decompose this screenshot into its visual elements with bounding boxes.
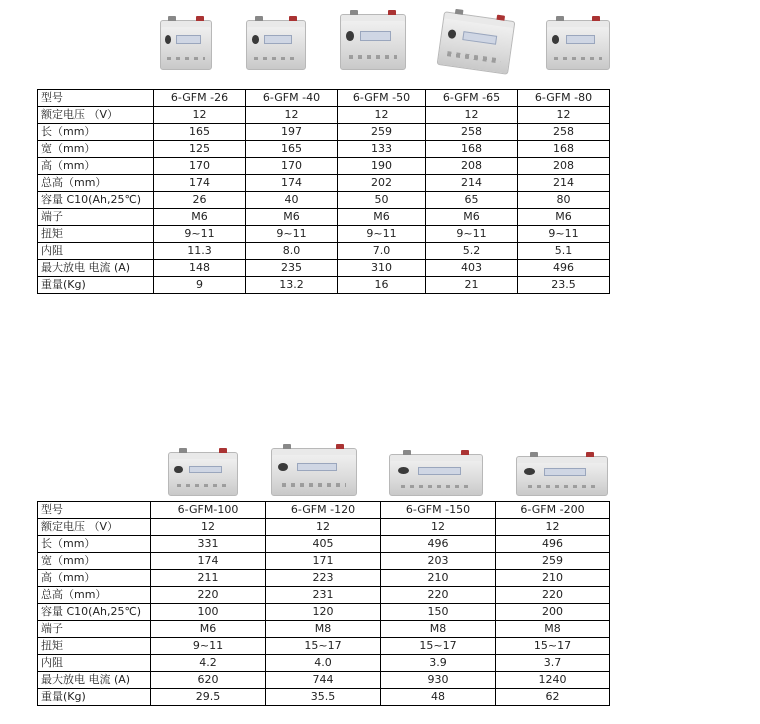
row-label-cell: 重量(Kg) [38, 689, 151, 706]
value-cell: 13.2 [246, 277, 338, 294]
value-cell: 12 [496, 519, 610, 536]
header-model-cell: 6-GFM -50 [338, 90, 426, 107]
value-cell: M6 [518, 209, 610, 226]
value-cell: 12 [426, 107, 518, 124]
value-cell: 120 [266, 604, 381, 621]
value-cell: 744 [266, 672, 381, 689]
value-cell: 171 [266, 553, 381, 570]
table-row [38, 124, 610, 141]
value-cell: 168 [426, 141, 518, 158]
value-cell: 9~11 [426, 226, 518, 243]
value-cell: 258 [426, 124, 518, 141]
value-cell: 200 [496, 604, 610, 621]
value-cell: 62 [496, 689, 610, 706]
table-row [38, 226, 610, 243]
value-cell: 3.9 [381, 655, 496, 672]
battery-image-6gfm-65 [437, 11, 516, 74]
value-cell: 210 [381, 570, 496, 587]
table-row [38, 158, 610, 175]
value-cell: 4.0 [266, 655, 381, 672]
value-cell: M6 [338, 209, 426, 226]
value-cell: 174 [246, 175, 338, 192]
value-cell: 168 [518, 141, 610, 158]
spec-table-top [37, 89, 610, 294]
value-cell: 3.7 [496, 655, 610, 672]
value-cell: 12 [246, 107, 338, 124]
value-cell: 21 [426, 277, 518, 294]
value-cell: 65 [426, 192, 518, 209]
value-cell: 9~11 [151, 638, 266, 655]
value-cell: 197 [246, 124, 338, 141]
table-row [38, 243, 610, 260]
value-cell: 12 [518, 107, 610, 124]
value-cell: 11.3 [154, 243, 246, 260]
value-cell: 231 [266, 587, 381, 604]
value-cell: 5.2 [426, 243, 518, 260]
value-cell: M6 [151, 621, 266, 638]
value-cell: 9~11 [154, 226, 246, 243]
row-label-cell: 额定电压 （V） [38, 107, 154, 124]
table-row [38, 209, 610, 226]
table-row [38, 536, 610, 553]
value-cell: 9~11 [246, 226, 338, 243]
table-row [38, 655, 610, 672]
value-cell: 220 [151, 587, 266, 604]
row-label-cell: 扭矩 [38, 226, 154, 243]
header-model-cell: 6-GFM -65 [426, 90, 518, 107]
value-cell: 203 [381, 553, 496, 570]
battery-image-6gfm-120 [271, 448, 357, 496]
battery-image-6gfm-50 [340, 14, 406, 70]
value-cell: 9 [154, 277, 246, 294]
battery-image-6gfm-100 [168, 452, 238, 496]
value-cell: 190 [338, 158, 426, 175]
table-row [38, 260, 610, 277]
value-cell: 48 [381, 689, 496, 706]
table-row [38, 277, 610, 294]
value-cell: 12 [154, 107, 246, 124]
table-row [38, 570, 610, 587]
value-cell: 9~11 [338, 226, 426, 243]
value-cell: 8.0 [246, 243, 338, 260]
value-cell: 259 [496, 553, 610, 570]
table-header-row [38, 90, 610, 107]
value-cell: 259 [338, 124, 426, 141]
value-cell: 26 [154, 192, 246, 209]
value-cell: 235 [246, 260, 338, 277]
value-cell: 496 [381, 536, 496, 553]
header-model-cell: 6-GFM -150 [381, 502, 496, 519]
table-row [38, 689, 610, 706]
value-cell: 148 [154, 260, 246, 277]
row-label-cell: 额定电压 （V） [38, 519, 151, 536]
battery-image-6gfm-80 [546, 20, 610, 70]
value-cell: 29.5 [151, 689, 266, 706]
table-row [38, 604, 610, 621]
row-label-cell: 长（mm） [38, 536, 151, 553]
row-label-cell: 容量 C10(Ah,25℃) [38, 604, 151, 621]
value-cell: 174 [154, 175, 246, 192]
row-label-cell: 内阻 [38, 655, 151, 672]
row-label-cell: 重量(Kg) [38, 277, 154, 294]
value-cell: 405 [266, 536, 381, 553]
value-cell: 5.1 [518, 243, 610, 260]
row-label-cell: 总高（mm） [38, 587, 151, 604]
header-model-cell: 6-GFM -40 [246, 90, 338, 107]
table-row [38, 519, 610, 536]
value-cell: 16 [338, 277, 426, 294]
value-cell: 930 [381, 672, 496, 689]
value-cell: 12 [266, 519, 381, 536]
value-cell: M8 [496, 621, 610, 638]
row-label-cell: 最大放电 电流 (A) [38, 672, 151, 689]
value-cell: 174 [151, 553, 266, 570]
value-cell: 133 [338, 141, 426, 158]
value-cell: 12 [151, 519, 266, 536]
row-label-cell: 宽（mm） [38, 141, 154, 158]
table-row [38, 553, 610, 570]
value-cell: 170 [246, 158, 338, 175]
value-cell: 15~17 [496, 638, 610, 655]
value-cell: 310 [338, 260, 426, 277]
row-label-cell: 总高（mm） [38, 175, 154, 192]
table-header-row [38, 502, 610, 519]
table-row [38, 175, 610, 192]
battery-image-6gfm-150 [389, 454, 483, 496]
value-cell: 496 [518, 260, 610, 277]
value-cell: M6 [246, 209, 338, 226]
value-cell: 220 [496, 587, 610, 604]
value-cell: 40 [246, 192, 338, 209]
value-cell: M6 [154, 209, 246, 226]
table-row [38, 672, 610, 689]
header-model-cell: 6-GFM -200 [496, 502, 610, 519]
table-row [38, 192, 610, 209]
value-cell: 220 [381, 587, 496, 604]
value-cell: 210 [496, 570, 610, 587]
value-cell: 620 [151, 672, 266, 689]
value-cell: 35.5 [266, 689, 381, 706]
row-label-cell: 容量 C10(Ah,25℃) [38, 192, 154, 209]
table-row [38, 107, 610, 124]
value-cell: 496 [496, 536, 610, 553]
battery-photos-bottom [168, 426, 608, 496]
value-cell: 258 [518, 124, 610, 141]
row-label-cell: 端子 [38, 209, 154, 226]
value-cell: 15~17 [381, 638, 496, 655]
battery-photos-top [160, 4, 610, 70]
value-cell: 208 [518, 158, 610, 175]
header-label-cell: 型号 [38, 90, 154, 107]
table-row [38, 587, 610, 604]
row-label-cell: 高（mm） [38, 158, 154, 175]
table-row [38, 638, 610, 655]
battery-image-6gfm-200 [516, 456, 608, 496]
header-model-cell: 6-GFM -80 [518, 90, 610, 107]
value-cell: 80 [518, 192, 610, 209]
value-cell: 150 [381, 604, 496, 621]
value-cell: 165 [246, 141, 338, 158]
row-label-cell: 内阻 [38, 243, 154, 260]
header-model-cell: 6-GFM -120 [266, 502, 381, 519]
row-label-cell: 高（mm） [38, 570, 151, 587]
value-cell: 125 [154, 141, 246, 158]
value-cell: 50 [338, 192, 426, 209]
value-cell: 9~11 [518, 226, 610, 243]
value-cell: 211 [151, 570, 266, 587]
value-cell: 214 [426, 175, 518, 192]
value-cell: 12 [381, 519, 496, 536]
value-cell: 100 [151, 604, 266, 621]
value-cell: M8 [266, 621, 381, 638]
battery-image-6gfm-26 [160, 20, 212, 70]
row-label-cell: 扭矩 [38, 638, 151, 655]
value-cell: 4.2 [151, 655, 266, 672]
value-cell: 23.5 [518, 277, 610, 294]
value-cell: 223 [266, 570, 381, 587]
header-model-cell: 6-GFM-100 [151, 502, 266, 519]
value-cell: 208 [426, 158, 518, 175]
value-cell: 214 [518, 175, 610, 192]
value-cell: 1240 [496, 672, 610, 689]
row-label-cell: 宽（mm） [38, 553, 151, 570]
value-cell: 15~17 [266, 638, 381, 655]
value-cell: 7.0 [338, 243, 426, 260]
table-row [38, 621, 610, 638]
value-cell: 12 [338, 107, 426, 124]
value-cell: 202 [338, 175, 426, 192]
value-cell: 403 [426, 260, 518, 277]
battery-image-6gfm-40 [246, 20, 306, 70]
header-label-cell: 型号 [38, 502, 151, 519]
value-cell: 331 [151, 536, 266, 553]
row-label-cell: 长（mm） [38, 124, 154, 141]
value-cell: M8 [381, 621, 496, 638]
row-label-cell: 最大放电 电流 (A) [38, 260, 154, 277]
value-cell: 170 [154, 158, 246, 175]
header-model-cell: 6-GFM -26 [154, 90, 246, 107]
value-cell: 165 [154, 124, 246, 141]
spec-table-bottom [37, 501, 610, 706]
value-cell: M6 [426, 209, 518, 226]
table-row [38, 141, 610, 158]
row-label-cell: 端子 [38, 621, 151, 638]
